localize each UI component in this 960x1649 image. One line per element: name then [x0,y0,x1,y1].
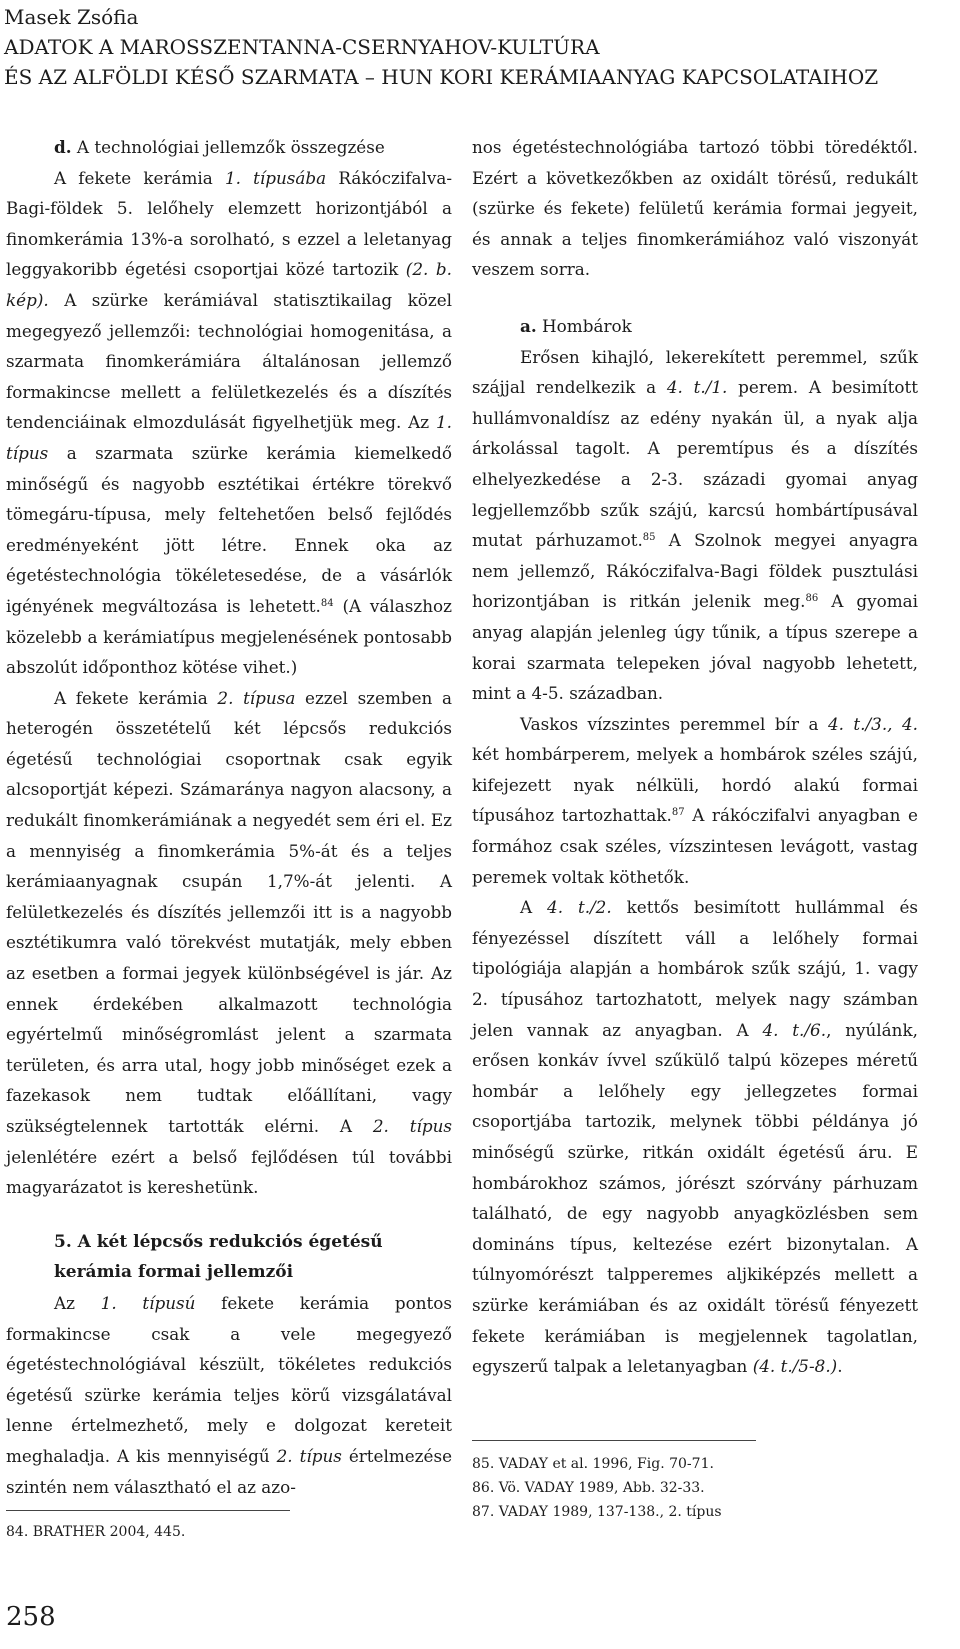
text-run: . [837,1356,843,1377]
footnote-86: 86. Vö. VADAY 1989, Abb. 32-33. [472,1480,705,1496]
footnote-marker-86[interactable]: 86 [805,593,819,605]
left-column [6,132,452,1502]
paragraph [472,342,918,709]
text-run: kettős besimított hullámmal és fényezéssel díszített váll a lelőhely formai tipológiája alapján a hombárok szűk szájú, 1. vagy 2. típusához tartozhatott, melyek nagy számban jelen vannak az anyagban. A [472,897,918,1040]
text-run: (A válaszhoz közelebb a kerámiatípus megjelenésének pontosabb abszolút időponthoz kötése vihet.) [6,595,452,678]
text-run: Rákóczifalva-Bagi-földek 5. lelőhely elemzett horizontjából a finomkerámia 13%-a sorolható, s ezzel a leletanyag leggyakoribb égetési csoportjai közé tartozik [6,167,453,280]
plate-reference: 4. t./2. [547,897,612,918]
plate-reference: 4. t./6. [762,1019,827,1040]
paragraph [6,1288,452,1502]
text-run: perem. A besimított hullámvonaldísz az edény nyakán ül, a nyak alja árkolással tagolt. A peremtípus és a díszítés elhelyezkedése a 2-3. századi gyomai anyag legjellemzőbb szűk szájú, karcsú hombártípusával mutat párhuzamot. [472,377,919,551]
text-italic: 2. típus [372,1116,452,1136]
text-run: értelmezése szintén nem választható el az azo- [6,1445,452,1497]
subsection-a-title: Hombárok [536,315,632,336]
text-run: , nyúlánk, erősen konkáv ívvel szűkülő talpú közepes méretű hombár a lelőhely egy jellegzetes formai csoportjába tartozik, melynek többi példánya jó minőségű szürke, ritkán oxidált égetésű áru. E hombárokhoz számos, jórészt szórvány párhuzam található, de egy nagyobb anyagközlésben sem domináns típus, keltezése ezért bizonytalan. A túlnyomórészt talpperemes aljkiképzés mellett a szürke kerámiában és az oxidált törésű fényezett fekete kerámiában is megjelennek tagolatlan, egyszerű talpak a leletanyagban [472,1019,918,1377]
header-author: Masek Zsófia [4,5,139,29]
plate-reference: 4. t./3., 4. [827,713,918,734]
text-run: A szürke kerámiával statisztikailag közel megegyező jellemzői: technológiai homogenitása, a szarmata finomkerámiára általánosan jellemző formakincse mellett a felületkezelés és a díszítés tendenciáinak elmozdulását figyelhetjük meg. Az [6,289,452,433]
page-number: 258 [6,1602,56,1632]
text-run: fekete kerámia pontos formakincse csak a vele megegyező égetéstechnológiával készült, tökéletes redukciós égetésű szürke kerámia teljes körű vizsgálatával lenne értelmezhető, mely e dolgozat kereteit meghaladja. A kis mennyiségű [6,1292,452,1466]
text-italic: 1. típus [6,412,452,463]
right-column [472,132,918,1382]
text-run: ezzel szemben a heterogén összetételű két lépcsős redukciós égetésű technológiai csoportnak csak egyik alcsoportját képezi. Számaránya nagyon alacsony, a redukált finomkerámiának a negyedét sem éri el. Ez a mennyiség a finomkerámia 5%-át és a teljes kerámiaanyagnak csupán 1,7%-át jelenti. A felületkezelés és díszítés jellemzői itt is a nagyobb esztétikumra való törekvést mutatják, mely ebben az esetben a formai jegyek különbségével is jár. Az ennek érdekében alkalmazott technológia egyértelmű minőségromlást jelent a szarmata területen, és arra utal, hogy jobb minőséget ezek a fazekasok nem tudtak előállítani, vagy szükségtelennek tartották elérni. A [6,687,453,1136]
footnote-85: 85. VADAY et al. 1996, Fig. 70-71. [472,1456,714,1472]
running-header [4,2,944,92]
text-italic: 2. típusa [217,687,296,708]
text-run: Erősen kihajló, lekerekített peremmel, szűk szájjal rendelkezik a [472,346,918,398]
footnote-84: 84. BRATHER 2004, 445. [6,1524,186,1540]
text-run: a szarmata szürke kerámia kiemelkedő minőségű és nagyobb esztétikai értékre törekvő tömegáru-típusa, mely feltehetően belső fejlődés eredményeként jött létre. Ennek oka az égetéstechnológia tökéletesedése, de a vásárlók igényének megváltozása is lehetett. [6,442,452,616]
text-italic: 1. típusába [224,167,327,188]
header-title-line2: ÉS AZ ALFÖLDI KÉSŐ SZARMATA – HUN KORI KERÁMIAANYAG KAPCSOLATAIHOZ [4,65,879,89]
paragraph: nos égetéstechnológiába tartozó többi töredéktől. Ezért a következőkben az oxidált törésű, redukált (szürke és fekete) felületű kerámia formai jegyeit, és annak a teljes finomkerámiához való viszonyát veszem sorra. [472,137,918,280]
header-title-line1: ADATOK A MAROSSZENTANNA-CSERNYAHOV-KULTÚRA [4,35,600,59]
subsection-d-label: d. [54,137,72,157]
text-run: két hombárperem, melyek a hombárok széles szájú, kifejezett nyak nélküli, hordó alakú formai típusához tartozhattak. [472,744,918,826]
subsection-a-heading [472,311,918,342]
text-italic: 2. típus [276,1445,342,1466]
paragraph [472,709,918,893]
text-run: A fekete kerámia [54,687,218,708]
text-run: Az [54,1292,101,1313]
subsection-d-heading [6,132,452,163]
footnote-rule-left [6,1510,290,1511]
footnote-marker-84[interactable]: 84 [320,597,334,609]
subsection-a-label: a. [520,315,537,336]
text-run: A gyomai anyag alapján jelenleg úgy tűnik, a típus szerepe a korai szarmata telepeken jóval nagyobb lehetett, mint a 4-5. században. [472,591,918,704]
paragraph [6,683,452,1203]
text-run: A Szolnok megyei anyagra nem jellemző, Rákóczifalva-Bagi földek pusztulási horizontjában is ritkán jelenik meg. [472,530,918,612]
footnote-87: 87. VADAY 1989, 137-138., 2. típus [472,1504,722,1520]
text-run: A rákóczifalvi anyagban e formához csak széles, vízszintesen levágott, vastag peremek voltak köthetők. [472,805,918,887]
paragraph [472,892,918,1382]
subsection-d-title: A technológiai jellemzők összegzése [71,137,385,157]
footnote-rule-right [472,1440,756,1441]
footnote-marker-85[interactable]: 85 [642,532,656,544]
figure-reference: (2. b. kép). [6,259,452,310]
text-run: jelenlétére ezért a belső fejlődésen túl további magyarázatot is kereshetünk. [6,1146,452,1198]
plate-reference: (4. t./5-8.) [752,1356,838,1377]
paragraph [6,163,452,683]
plate-reference: 4. t./1. [666,377,728,398]
footnote-marker-87[interactable]: 87 [671,807,685,819]
text-italic: 1. típusú [100,1292,196,1313]
text-run: Vaskos vízszintes peremmel bír a [520,713,828,734]
text-run: A fekete kerámia [54,167,225,188]
text-run: A [520,897,548,918]
section-heading-5: 5. A két lépcsős redukciós égetésű kerámia formai jellemzői [54,1231,383,1283]
